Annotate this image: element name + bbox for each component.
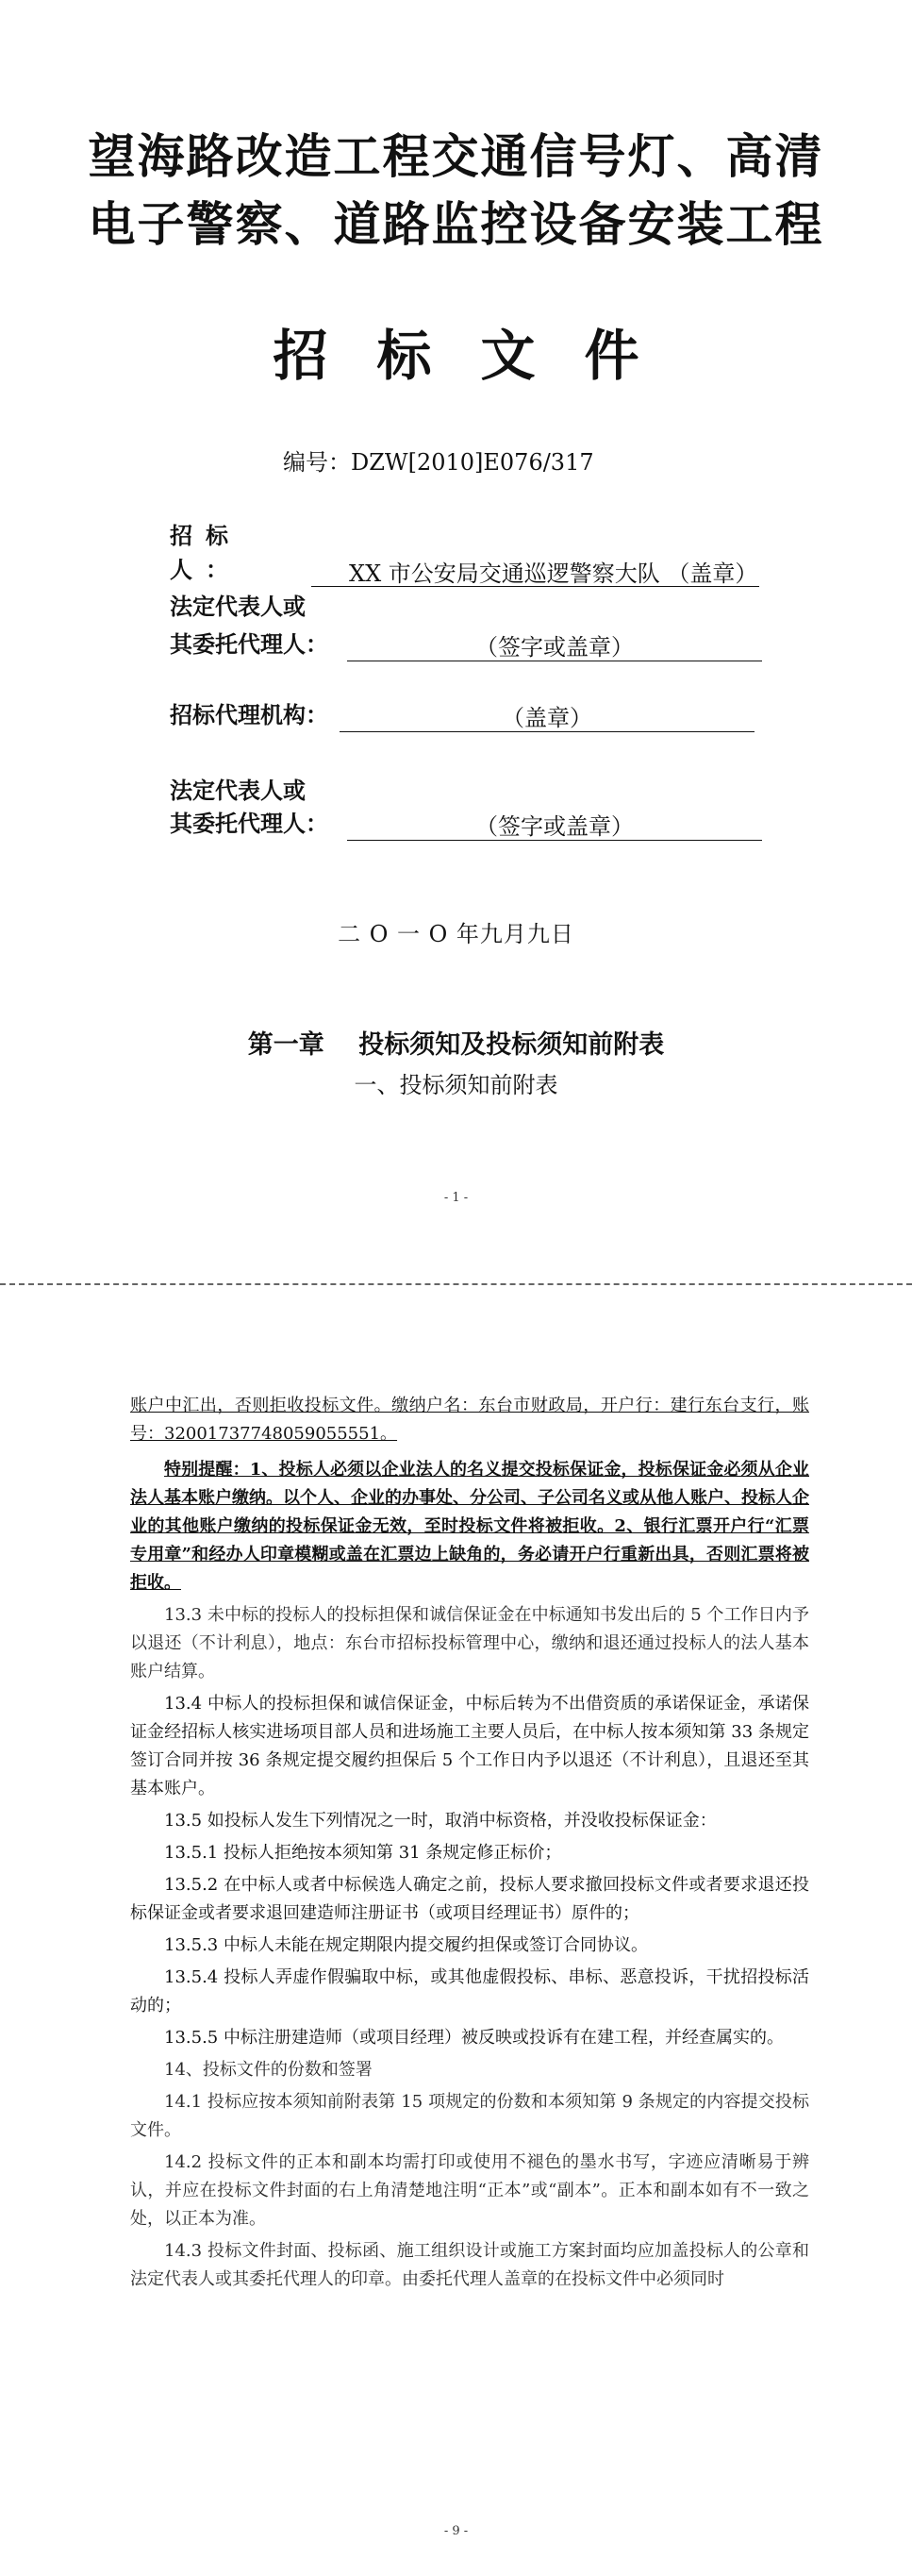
legal-rep-1-label-line-1: 法定代表人或 [170, 593, 306, 620]
paragraph-13-5-5: 13.5.5 中标注册建造师（或项目经理）被反映或投诉有在建工程，并经查属实的。 [164, 2028, 784, 2048]
chapter-subtitle: 一、投标须知前附表 [354, 1072, 558, 1098]
chapter-title: 第一章 投标须知及投标须知前附表 [247, 1030, 665, 1060]
paragraph-13-3: 13.3 未中标的投标人的投标担保和诚信保证金在中标通知书发出后的 5 个工作日内予以退还（不计利息），地点：东台市招标投标管理中心，缴纳和退还通过投标人的法人基本账户结算。 [130, 1605, 809, 1681]
paragraph-13-5-3: 13.5.3 中标人未能在规定期限内提交履约担保或签订合同协议。 [164, 1935, 648, 1955]
paragraph-13-4: 13.4 中标人的投标担保和诚信保证金，中标后转为不出借资质的承诺保证金，承诺保证金经招标人核实进场项目部人员和进场施工主要人员后，在中标人按本须知第 33 条规定签订合同并按 36 条规定提交履约担保后 5 个工作日内予以退还（不计利息），且退还至其基本账户。 [130, 1694, 809, 1798]
legal-rep-2-label-line-2: 其委托代理人： [170, 810, 328, 837]
legal-rep-2-line-2-row [170, 807, 762, 841]
paragraph-13-5-2: 13.5.2 在中标人或者中标候选人确定之前，投标人要求撤回投标文件或者要求退还投标保证金或者要求退回建造师注册证书（或项目经理证书）原件的； [130, 1875, 809, 1923]
agency-label: 招标代理机构： [170, 701, 328, 728]
issue-date: 二 O 一 O 年九月九日 [338, 921, 574, 947]
paragraph-14-1: 14.1 投标应按本须知前附表第 15 项规定的份数和本须知第 9 条规定的内容提交投标文件。 [130, 2092, 809, 2140]
paragraph-14-3: 14.3 投标文件封面、投标函、施工组织设计或施工方案封面均应加盖投标人的公章和法定代表人或其委托代理人的印章。由委托代理人盖章的在投标文件中必须同时 [130, 2241, 809, 2289]
page-separator [0, 1283, 912, 1285]
page-number: - 1 - [443, 1191, 469, 1205]
tenderer-row [170, 519, 759, 587]
paragraph-14-2: 14.2 投标文件的正本和副本均需打印或使用不褪色的墨水书写，字迹应清晰易于辨认，并应在投标文件封面的右上角清楚地注明“正本”或“副本”。正本和副本如有不一致之处，以正本为准。 [130, 2152, 809, 2229]
legal-rep-2-signature-line: （签字或盖章） [347, 810, 762, 841]
document-number: 编号：DZW[2010]E076/317 [283, 449, 594, 476]
paragraph-special-notice: 特别提醒：1、投标人必须以企业法人的名义提交投标保证金，投标保证金必须从企业法人基本账户缴纳。以个人、企业的办事处、分公司、子公司名义或从他人账户、投标人企业的其他账户缴纳的投标保证金无效，至时投标文件将被拒收。2、银行汇票开户行“汇票专用章”和经办人印章模糊或盖在汇票边上缺角的，务必请开户行重新出具，否则汇票将被拒收。 [130, 1460, 809, 1593]
document-type-heading: 招标文件 [273, 324, 688, 388]
section-14-heading: 14、投标文件的份数和签署 [164, 2060, 373, 2080]
agency-seal-line: （盖章） [340, 701, 754, 732]
page-number: - 9 - [443, 2524, 469, 2538]
paragraph-13-5-1: 13.5.1 投标人拒绝按本须知第 31 条规定修正标价； [164, 1843, 562, 1863]
cover-title-line-2: 电子警察、道路监控设备安装工程 [88, 196, 824, 252]
cover-title-line-1: 望海路改造工程交通信号灯、高清 [88, 128, 824, 184]
tenderer-value: XX 市公安局交通巡逻警察大队 （盖章） [311, 557, 759, 587]
agency-row [170, 698, 754, 732]
legal-rep-2-label-line-1: 法定代表人或 [170, 777, 306, 804]
cover-page [0, 0, 912, 1283]
paragraph-account-info: 账户中汇出，否则拒收投标文件。缴纳户名：东台市财政局，开户行：建行东台支行，账号：32001737748059055551。 [130, 1396, 809, 1444]
legal-rep-1-line-1-row [170, 590, 306, 624]
legal-rep-1-line-2-row [170, 627, 762, 661]
body-page [0, 1307, 912, 2576]
legal-rep-1-signature-line: （签字或盖章） [347, 630, 762, 661]
paragraph-13-5: 13.5 如投标人发生下列情况之一时，取消中标资格，并没收投标保证金： [164, 1811, 717, 1831]
tenderer-label: 招标人： [170, 522, 241, 583]
body-text [130, 1392, 809, 2294]
legal-rep-2-line-1-row [170, 774, 306, 808]
legal-rep-1-label-line-2: 其委托代理人： [170, 630, 328, 658]
paragraph-13-5-4: 13.5.4 投标人弄虚作假骗取中标，或其他虚假投标、串标、恶意投诉，干扰招投标活动的； [130, 1967, 809, 2016]
